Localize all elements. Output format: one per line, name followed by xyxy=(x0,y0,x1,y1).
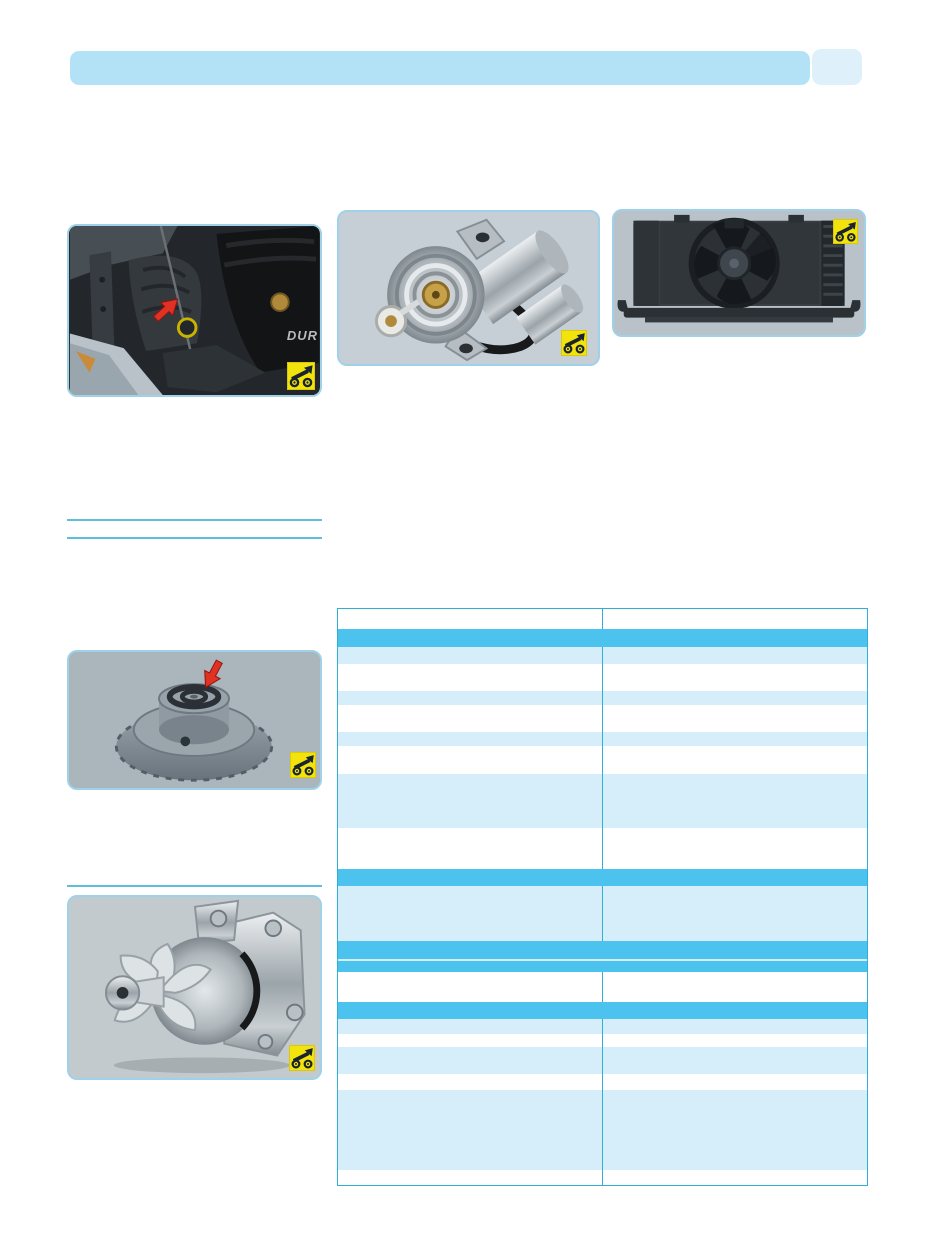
table-section-band xyxy=(338,869,867,886)
table-row xyxy=(338,828,867,869)
radiator-fan-illustration xyxy=(614,211,864,335)
table-row xyxy=(338,1170,867,1185)
table-cell xyxy=(338,1074,603,1090)
table-cell xyxy=(338,774,603,828)
table-cell xyxy=(603,1090,867,1170)
table-cell xyxy=(338,746,603,774)
table-cell xyxy=(603,828,867,869)
expansion-tank-cap-photo xyxy=(67,650,322,790)
table-cell xyxy=(338,1090,603,1170)
table-row xyxy=(338,1047,867,1074)
table-cell xyxy=(603,732,867,746)
engine-bay-photo xyxy=(67,224,322,397)
section-rule xyxy=(67,885,322,887)
section-rule xyxy=(67,537,322,539)
table-row xyxy=(338,1019,867,1034)
table-cell xyxy=(338,609,603,629)
table-cell xyxy=(603,1074,867,1090)
table-row xyxy=(338,705,867,732)
chapter-header-bar xyxy=(70,51,810,85)
table-row xyxy=(338,691,867,705)
table-cell xyxy=(603,664,867,691)
table-cell xyxy=(338,647,603,664)
video-camera-icon[interactable] xyxy=(833,219,858,244)
table-section-band xyxy=(338,961,867,972)
table-row xyxy=(338,746,867,774)
table-cell xyxy=(338,705,603,732)
thermostat-photo xyxy=(337,210,600,366)
table-cell xyxy=(603,609,867,629)
table-section-band xyxy=(338,941,867,959)
table-row xyxy=(338,1074,867,1090)
table-cell xyxy=(603,886,867,941)
thermostat-illustration xyxy=(339,212,598,364)
table-cell xyxy=(603,647,867,664)
table-cell xyxy=(338,1019,603,1034)
table-cell xyxy=(338,691,603,705)
table-section-band xyxy=(338,1002,867,1019)
table-cell xyxy=(603,1170,867,1185)
section-rule xyxy=(67,519,322,521)
table-cell xyxy=(338,886,603,941)
table-cell xyxy=(603,1034,867,1047)
table-cell xyxy=(338,1170,603,1185)
table-cell xyxy=(603,972,867,1002)
water-pump-photo xyxy=(67,895,322,1080)
table-cell xyxy=(603,1047,867,1074)
table-row xyxy=(338,886,867,941)
table-cell xyxy=(338,828,603,869)
video-camera-icon[interactable] xyxy=(561,330,587,356)
engine-cover-text: DUR xyxy=(286,328,318,343)
table-cell xyxy=(603,746,867,774)
video-camera-icon[interactable] xyxy=(287,362,315,390)
table-cell xyxy=(338,1047,603,1074)
water-pump-illustration xyxy=(69,897,320,1078)
table-cell xyxy=(603,774,867,828)
table-cell xyxy=(338,664,603,691)
table-cell xyxy=(338,732,603,746)
table-row xyxy=(338,774,867,828)
table-row xyxy=(338,972,867,1002)
table-row xyxy=(338,732,867,746)
engine-bay-illustration xyxy=(69,226,320,395)
spec-table xyxy=(337,608,868,1186)
table-cell xyxy=(603,1019,867,1034)
radiator-fan-photo xyxy=(612,209,866,337)
table-row xyxy=(338,647,867,664)
video-camera-icon[interactable] xyxy=(289,1045,315,1071)
table-row xyxy=(338,664,867,691)
table-cell xyxy=(603,705,867,732)
video-camera-icon[interactable] xyxy=(290,752,316,778)
table-cell xyxy=(338,972,603,1002)
table-row xyxy=(338,609,867,629)
page-number-box xyxy=(812,49,862,85)
table-section-band xyxy=(338,629,867,647)
expansion-cap-illustration xyxy=(69,652,320,788)
table-cell xyxy=(338,1034,603,1047)
table-cell xyxy=(603,691,867,705)
table-row xyxy=(338,1034,867,1047)
spec-table-body xyxy=(338,609,867,1185)
table-row xyxy=(338,1090,867,1170)
